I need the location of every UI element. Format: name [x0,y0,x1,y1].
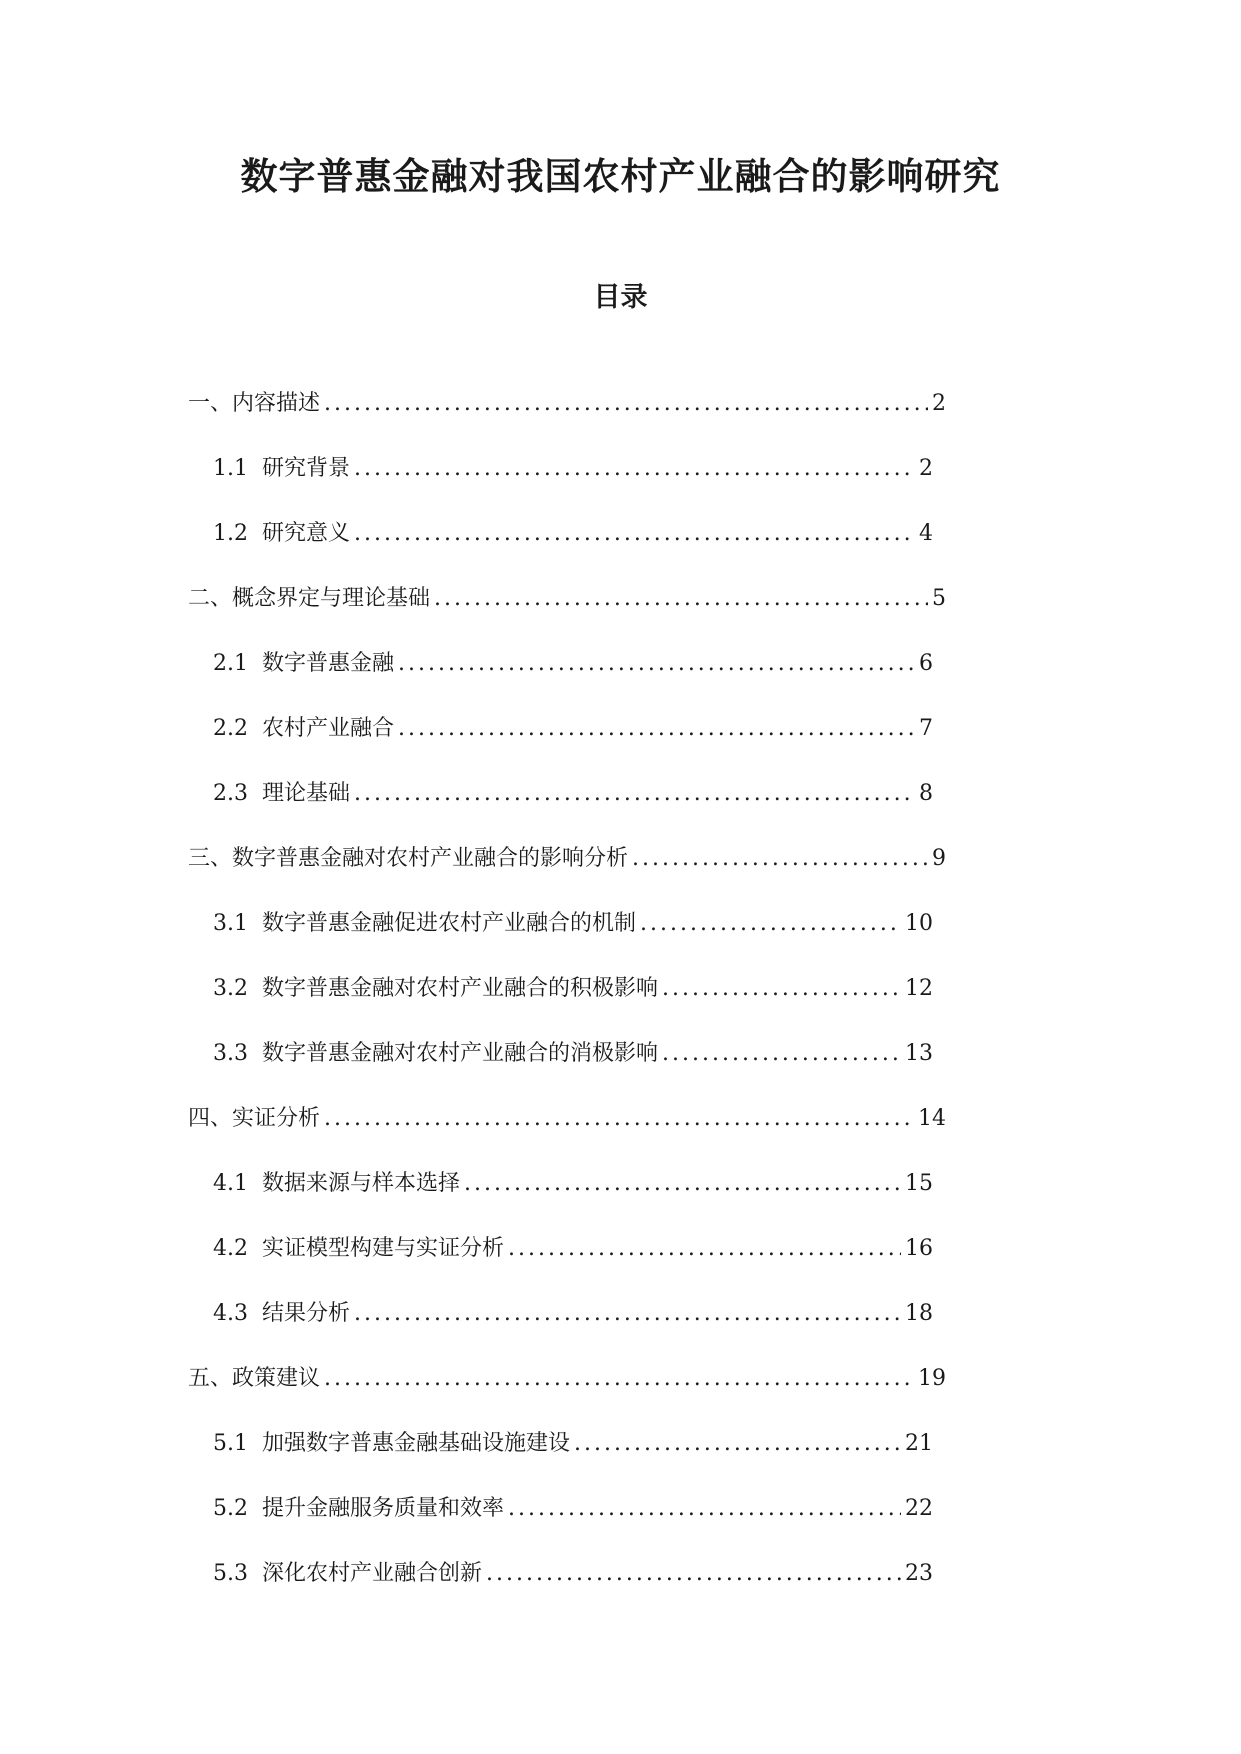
toc-dot-leader [640,904,901,944]
toc-entry-page: 12 [905,976,933,1001]
toc-entry-number: 4.1 [213,1171,248,1196]
toc-entry-number: 4.3 [213,1301,248,1326]
toc-entry-title: 四、实证分析 [188,1106,321,1131]
toc-entry-page: 4 [919,521,933,546]
toc-entry-page: 15 [905,1171,933,1196]
toc-entry-page: 6 [919,651,933,676]
toc-entry-title: 五、政策建议 [188,1366,321,1391]
toc-entry[interactable] [213,774,933,814]
toc-entry-title: 深化农村产业融合创新 [262,1561,483,1586]
toc-dot-leader [398,644,915,684]
toc-entry-title: 研究意义 [262,521,351,546]
toc-entry-title: 结果分析 [262,1301,351,1326]
toc-entry-number: 4.2 [213,1236,248,1261]
toc-entry-title: 理论基础 [262,781,351,806]
toc-dot-leader [354,449,915,489]
toc-entry[interactable] [213,1229,933,1269]
document-title: 数字普惠金融对我国农村产业融合的影响研究 [240,154,1001,198]
toc-entry-page: 22 [905,1496,933,1521]
toc-entry-number: 1.2 [213,521,248,546]
toc-entry-page: 13 [905,1041,933,1066]
toc-entry-page: 16 [905,1236,933,1261]
toc-entry-title: 加强数字普惠金融基础设施建设 [262,1431,571,1456]
toc-heading: 目录 [593,282,648,313]
toc-entry[interactable] [188,839,946,879]
toc-entry-title: 提升金融服务质量和效率 [262,1496,505,1521]
toc-dot-leader [434,579,928,619]
toc-entry[interactable] [188,1099,946,1139]
toc-entry-title: 二、概念界定与理论基础 [188,586,431,611]
toc-entry-page: 10 [905,911,933,936]
toc-entry-number: 5.1 [213,1431,248,1456]
toc-entry-number: 5.2 [213,1496,248,1521]
toc-entry-page: 23 [905,1561,933,1586]
toc-dot-leader [464,1164,901,1204]
toc-entry-title: 研究背景 [262,456,351,481]
toc-entry[interactable] [188,579,946,619]
toc-entry-title: 农村产业融合 [262,716,395,741]
toc-entry[interactable] [213,969,933,1009]
toc-dot-leader [508,1229,901,1269]
toc-dot-leader [354,774,915,814]
toc-entry-page: 5 [932,586,946,611]
toc-dot-leader [486,1554,901,1594]
toc-entry[interactable] [213,709,933,749]
toc-entry[interactable] [213,449,933,489]
toc-entry-number: 2.3 [213,781,248,806]
toc-entry-title: 一、内容描述 [188,391,321,416]
toc-dot-leader [662,969,901,1009]
toc-entry-page: 14 [918,1106,946,1131]
toc-entry-page: 19 [918,1366,946,1391]
toc-entry[interactable] [213,1294,933,1334]
toc-entry-title: 数字普惠金融对农村产业融合的消极影响 [262,1041,659,1066]
toc-dot-leader [354,514,915,554]
toc-entry[interactable] [188,384,946,424]
toc-entry-page: 2 [919,456,933,481]
toc-entry[interactable] [188,1359,946,1399]
toc-entry-page: 21 [905,1431,933,1456]
toc-entry-page: 7 [919,716,933,741]
toc-entry-number: 3.1 [213,911,248,936]
toc-dot-leader [662,1034,901,1074]
toc-entry[interactable] [213,1489,933,1529]
toc-entry[interactable] [213,1034,933,1074]
toc-entry-page: 9 [932,846,946,871]
toc-entry-page: 8 [919,781,933,806]
toc-dot-leader [398,709,915,749]
toc-dot-leader [324,384,928,424]
toc-entry-number: 2.2 [213,716,248,741]
toc-entry-title: 数据来源与样本选择 [262,1171,461,1196]
toc-dot-leader [508,1489,901,1529]
toc-entry-title: 实证模型构建与实证分析 [262,1236,505,1261]
toc-entry-title: 数字普惠金融促进农村产业融合的机制 [262,911,637,936]
toc-entry-title: 数字普惠金融 [262,651,395,676]
toc-entry-title: 三、数字普惠金融对农村产业融合的影响分析 [188,846,629,871]
toc-entry[interactable] [213,1424,933,1464]
toc-dot-leader [324,1359,914,1399]
toc-dot-leader [324,1099,914,1139]
toc-entry[interactable] [213,1554,933,1594]
toc-entry[interactable] [213,904,933,944]
toc-entry-title: 数字普惠金融对农村产业融合的积极影响 [262,976,659,1001]
toc-entry[interactable] [213,644,933,684]
toc-entry-number: 1.1 [213,456,248,481]
toc-entry-page: 18 [905,1301,933,1326]
toc-entry-number: 5.3 [213,1561,248,1586]
toc-entry[interactable] [213,514,933,554]
toc-entry-page: 2 [932,391,946,416]
toc-entry-number: 2.1 [213,651,248,676]
toc-entry[interactable] [213,1164,933,1204]
toc-dot-leader [632,839,928,879]
toc-dot-leader [354,1294,901,1334]
toc-entry-number: 3.2 [213,976,248,1001]
toc-entry-number: 3.3 [213,1041,248,1066]
toc-dot-leader [574,1424,901,1464]
